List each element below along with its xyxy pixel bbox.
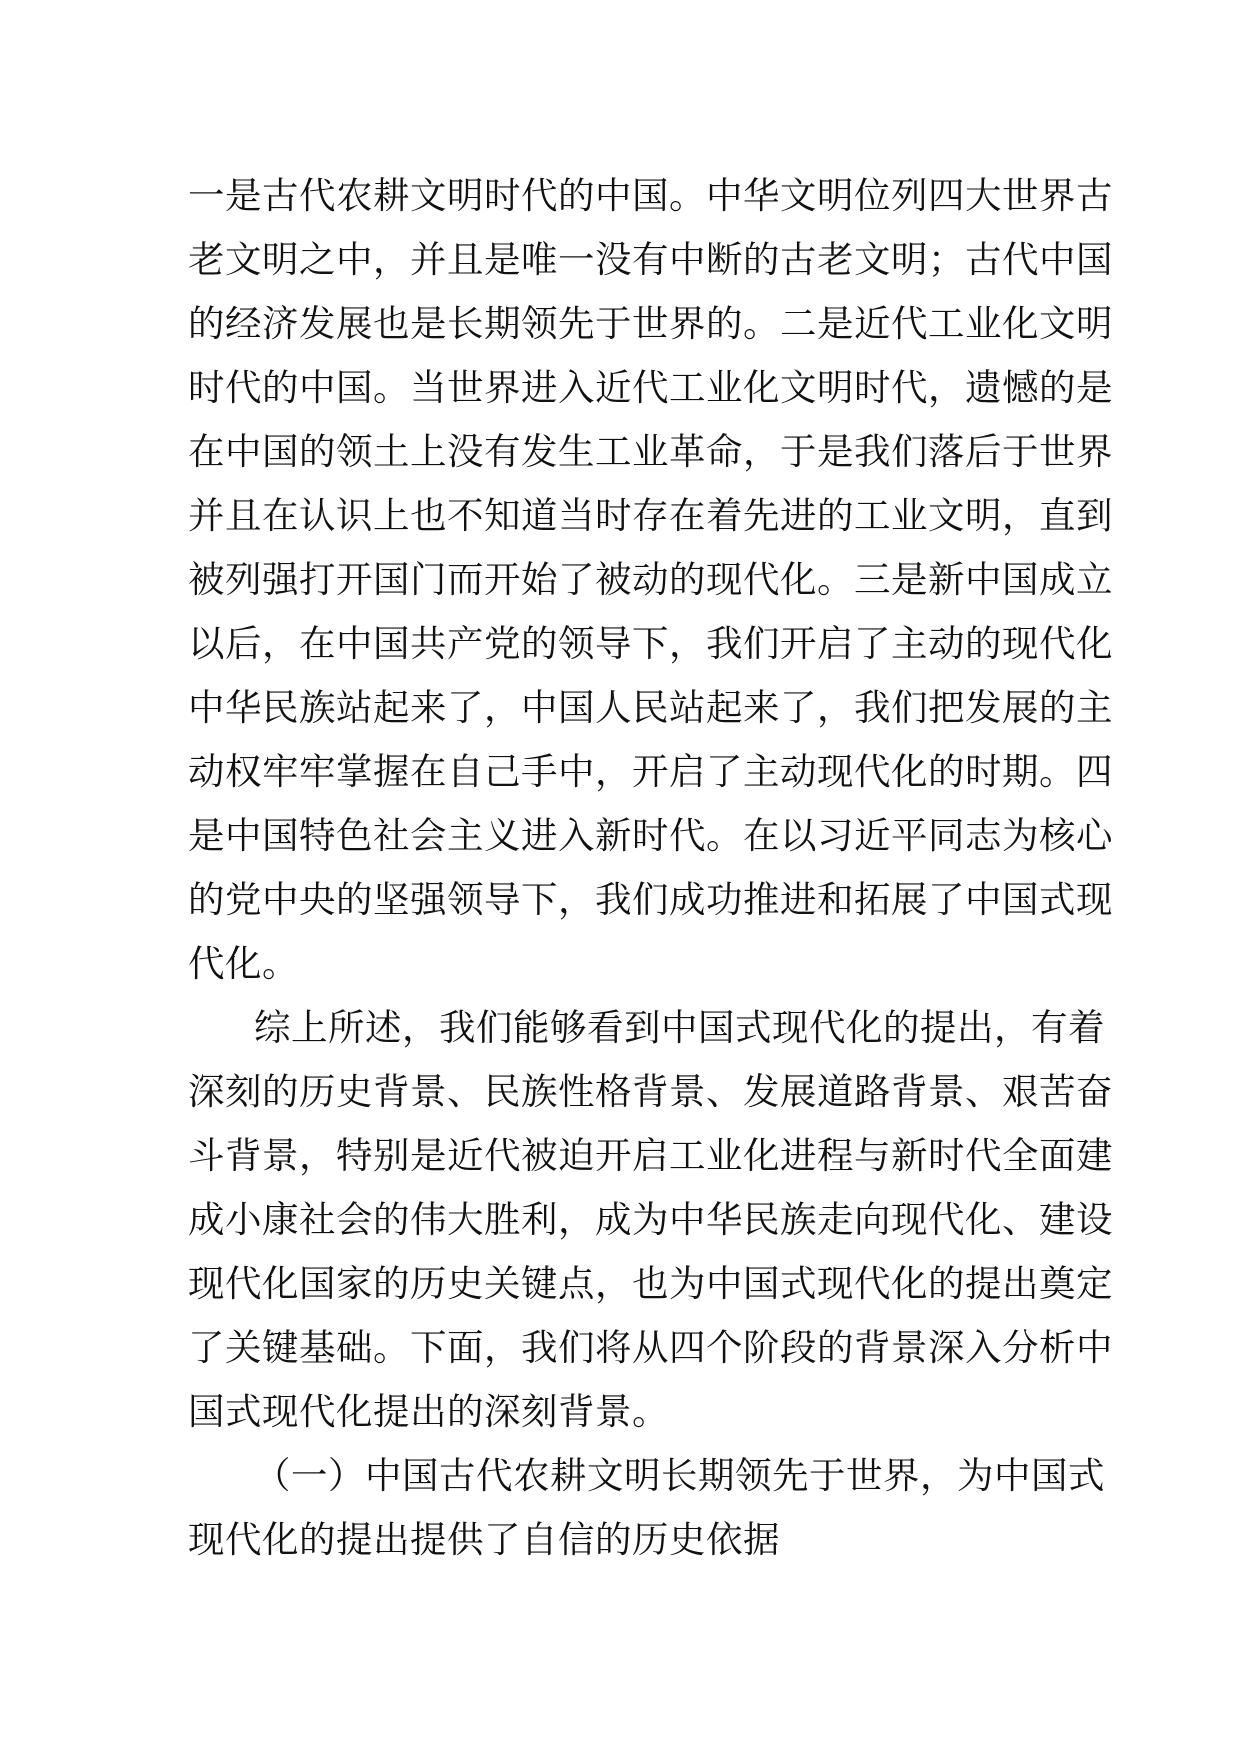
paragraph-1 xyxy=(188,164,1113,996)
paragraph-line: 被列强打开国门而开始了被动的现代化。三是新中国成立 xyxy=(188,558,1113,601)
paragraph-line: 成小康社会的伟大胜利，成为中华民族走向现代化、建设 xyxy=(188,1198,1113,1241)
paragraph-line: 以后，在中国共产党的领导下，我们开启了主动的现代化 xyxy=(188,622,1113,665)
paragraph-line: 一是古代农耕文明时代的中国。中华文明位列四大世界古 xyxy=(188,174,1113,217)
paragraph-line: 是中国特色社会主义进入新时代。在以习近平同志为核心 xyxy=(188,814,1113,857)
paragraph-line: 深刻的历史背景、民族性格背景、发展道路背景、艰苦奋 xyxy=(188,1070,1113,1113)
paragraph-line: 代化。 xyxy=(188,942,299,985)
paragraph-line: 了关键基础。下面，我们将从四个阶段的背景深入分析中 xyxy=(188,1326,1113,1369)
paragraph-line: 时代的中国。当世界进入近代工业化文明时代，遗憾的是 xyxy=(188,366,1113,409)
paragraph-line: 综上所述，我们能够看到中国式现代化的提出，有着 xyxy=(254,1006,1105,1049)
paragraph-line: 斗背景，特别是近代被迫开启工业化进程与新时代全面建 xyxy=(188,1134,1113,1177)
section-heading xyxy=(188,1444,1105,1572)
heading-line: 现代化的提出提供了自信的历史依据 xyxy=(188,1518,780,1561)
paragraph-line: 动权牢牢掌握在自己手中，开启了主动现代化的时期。四 xyxy=(188,750,1113,793)
paragraph-line: 并且在认识上也不知道当时存在着先进的工业文明，直到 xyxy=(188,494,1113,537)
paragraph-line: 中华民族站起来了，中国人民站起来了，我们把发展的主 xyxy=(188,686,1113,729)
document-body xyxy=(188,164,1113,1572)
heading-line: （一）中国古代农耕文明长期领先于世界，为中国式 xyxy=(254,1454,1105,1497)
paragraph-2 xyxy=(188,996,1113,1444)
paragraph-line: 的党中央的坚强领导下，我们成功推进和拓展了中国式现 xyxy=(188,878,1113,921)
paragraph-line: 的经济发展也是长期领先于世界的。二是近代工业化文明 xyxy=(188,302,1113,345)
paragraph-line: 国式现代化提出的深刻背景。 xyxy=(188,1390,669,1433)
paragraph-line: 在中国的领土上没有发生工业革命，于是我们落后于世界 xyxy=(188,430,1113,473)
paragraph-line: 老文明之中，并且是唯一没有中断的古老文明；古代中国 xyxy=(188,238,1113,281)
paragraph-line: 现代化国家的历史关键点，也为中国式现代化的提出奠定 xyxy=(188,1262,1113,1305)
